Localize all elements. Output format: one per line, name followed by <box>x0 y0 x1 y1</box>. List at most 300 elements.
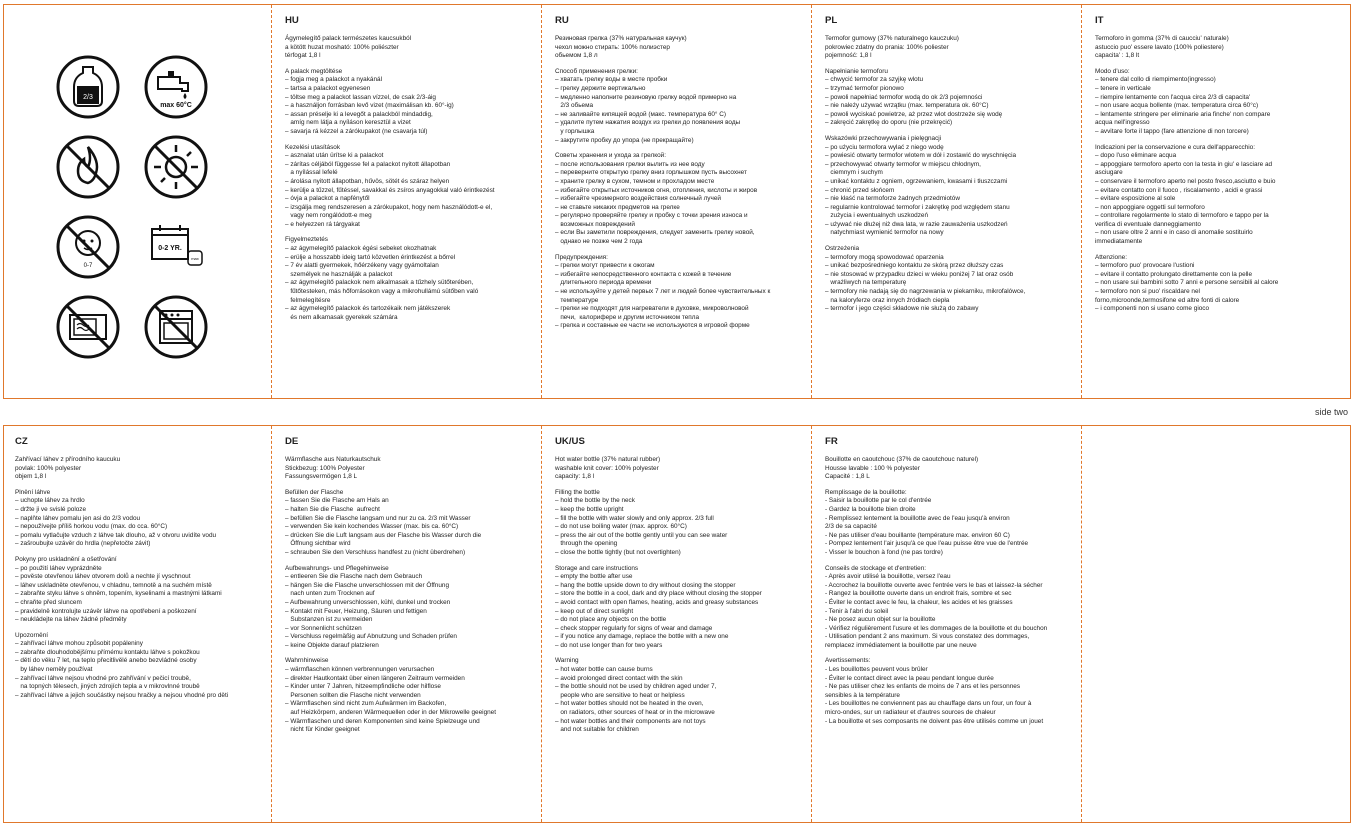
text-line: – the bottle should not be used by children aged under 7, <box>555 683 717 691</box>
text-line: – Wärmflaschen und deren Komponenten sind keine Spielzeuge und <box>285 717 480 725</box>
text-line: - Visser le bouchon à fond (ne pas tordre) <box>825 548 943 556</box>
language-code-heading: RU <box>555 15 569 26</box>
text-line: печи, калорифере и другим источником тепла <box>555 313 700 321</box>
product-spec-block <box>555 456 807 482</box>
text-line: – unikać bezpośredniego kontaktu ze skórą przez dłuższy czas <box>825 262 1004 270</box>
text-line: Termoforo in gomma (37% di caucciu' naturale) <box>1095 35 1229 42</box>
text-line: forno,microonde,termosifone ed altre fonti di calore <box>1095 296 1240 304</box>
section-heading: Kezelési utasítások <box>285 143 341 151</box>
text-line: – tenere in verticale <box>1095 84 1151 92</box>
text-line: povlak: 100% polyester <box>15 464 82 472</box>
text-line: na topných tělesech, jiných zdrojích tepla a v mikrovlnné troubě <box>15 683 200 691</box>
fold-line <box>1081 5 1082 398</box>
instruction-section <box>285 68 537 137</box>
instruction-section <box>1095 68 1347 137</box>
svg-text:2/3: 2/3 <box>83 94 93 101</box>
text-line: - Remplissez lentement la bouillotte avec de l'eau jusqu'à environ <box>825 514 1010 522</box>
text-line: – hang the bottle upside down to dry without closing the stopper <box>555 581 736 589</box>
instruction-section <box>1095 144 1347 247</box>
language-code-heading: FR <box>825 436 838 447</box>
text-line: – izsgálja meg rendszeresen a zárókupakot, hogy nem használódott-e el, <box>285 203 493 211</box>
text-line: ciemnym i suchym <box>825 169 883 177</box>
text-line: fűtőtesteken, más hőforrásokon vagy a mikrohullámú sütőben való <box>285 288 479 296</box>
text-line: – i componenti non si usano come gioco <box>1095 305 1210 313</box>
text-line: – zahřívací láhve a jejich součástky nejsou hračky a nejsou vhodné pro děti <box>15 691 229 699</box>
text-line: személyek ne használják a palackot <box>285 270 393 278</box>
text-line: – keep out of direct sunlight <box>555 607 634 615</box>
text-line: – non appoggiare oggetti sul termoforo <box>1095 203 1205 211</box>
instruction-section <box>825 489 1077 558</box>
section-heading: Wahrnhinweise <box>285 657 329 665</box>
text-line: – не ставьте никаких предметов на грелке <box>555 203 680 211</box>
text-line: wrażliwych na temperaturę <box>825 279 907 287</box>
fold-line <box>541 426 542 822</box>
text-line: Capacité : 1,8 L <box>825 473 870 481</box>
text-line: Stickbezug: 100% Polyester <box>285 464 365 472</box>
text-line: – regularnie kontrolować termofor i zakrętkę pod względem stanu <box>825 203 1010 211</box>
text-line: – evitare il contatto prolungato direttamente con la pelle <box>1095 270 1253 278</box>
text-line: objem 1,8 l <box>15 473 47 481</box>
text-line: - Pompez lentement l'air jusqu'à ce que l'eau puisse être vue de l'entrée <box>825 540 1029 548</box>
text-line: térfogat 1,8 l <box>285 52 321 60</box>
check-every-2-years-icon <box>144 215 208 279</box>
text-line: – press the air out of the bottle gently until you can see water <box>555 531 728 539</box>
text-line: - Rangez la bouillotte ouverte dans un endroit frais, sombre et sec <box>825 590 1012 598</box>
text-line: – Wärmflaschen sind nicht zum Aufwärmen im Backofen, <box>285 700 447 708</box>
text-line: by láhev neměly používat <box>15 666 93 674</box>
instruction-section <box>825 245 1077 314</box>
text-line: capacity: 1,8 l <box>555 473 595 481</box>
text-line: – wärmflaschen können verbrennungen verursachen <box>285 666 435 674</box>
text-line: – если Вы заметили повреждения, следует заменить грелку новой, <box>555 229 755 237</box>
text-line: – powoli wyciskać powietrze, aż przez wlot dostrzeże się wodę <box>825 110 1003 118</box>
text-line: vagy nem rongálódott-e meg <box>285 212 372 220</box>
text-line: – избегайте непосредственного контакта с кожей в течение <box>555 270 732 278</box>
text-line: a kötött huzat mosható: 100% poliészter <box>285 43 399 51</box>
instruction-section <box>825 68 1077 128</box>
text-line: immediatamente <box>1095 238 1143 246</box>
product-spec-block <box>285 456 537 482</box>
text-line: na kaloryferze oraz innych źródłach ciepła <box>825 296 950 304</box>
text-line: – zahřívací láhve mohou způsobit popáleniny <box>15 640 143 648</box>
text-line: – fill the bottle with water slowly and only approx. 2/3 full <box>555 514 714 522</box>
fold-line <box>1081 426 1082 822</box>
text-line: – close the bottle tightly (but not overtighten) <box>555 548 681 556</box>
text-line: - Tenir à l'abri du soleil <box>825 607 889 615</box>
text-line: verifica di eventuale danneggiamento <box>1095 220 1201 228</box>
text-line: – termofory nie nadają się do nagrzewania w piekarniku, mikrofalówce, <box>825 288 1026 296</box>
instruction-section <box>285 489 537 558</box>
text-line: micro-ondes, sur un radiateur et d'autres sources de chaleur <box>825 709 996 717</box>
text-line: – избегайте открытых источников огня, отопления, кислоты и жиров <box>555 186 758 194</box>
text-line: длительного периода времени <box>555 279 652 287</box>
section-heading: Storage and care instructions <box>555 564 639 572</box>
text-line: – check stopper regularly for signs of wear and damage <box>555 624 713 632</box>
text-line: Zahřívací láhev z přírodního kaucuku <box>15 456 121 463</box>
text-line: – po použití láhev vyprázdněte <box>15 564 102 572</box>
text-line: – neukládejte na láhev žádné předměty <box>15 616 127 624</box>
language-column <box>1095 15 1347 314</box>
instruction-section <box>825 657 1077 726</box>
no-sun-icon <box>144 135 208 199</box>
section-heading: Indicazioni per la conservazione e cura dell'apparecchio: <box>1095 143 1256 151</box>
text-line: – dětí do věku 7 let, na teplo přecitlivělé anebo bezvládné osoby <box>15 657 197 665</box>
text-line: – az ágymelegítő palackok nem alkalmasak a tűzhely sütőterében, <box>285 279 474 287</box>
text-line: - Les bouillottes ne conviennent pas au chauffage dans un four, un four à <box>825 700 1032 708</box>
text-line: – po użyciu termofora wylać z niego wodę <box>825 143 944 151</box>
text-line: – nepoužívejte příliš horkou vodu (max. do cca. 60°C) <box>15 523 168 531</box>
text-line: – termofor i jego części składowe nie służą do zabawy <box>825 305 979 313</box>
text-line: pojemność: 1,8 l <box>825 52 872 60</box>
text-line: – assan préselje ki a levegőt a palackból mindaddig, <box>285 110 433 118</box>
language-code-heading: DE <box>285 436 299 447</box>
text-line: 2/3 обьема <box>555 102 594 110</box>
side-two-label: side two <box>1314 407 1348 417</box>
text-line: – грелки не подходят для нагреватели в духовке, микроволновой <box>555 305 749 313</box>
text-line: - Vérifiez régulièrement l'usure et les dommages de la bouillotte et du bouchon <box>825 624 1048 632</box>
section-heading: Советы хранения и ухода за грелкой: <box>555 152 666 160</box>
instruction-section <box>555 152 807 247</box>
language-column <box>15 436 267 700</box>
instruction-section <box>555 489 807 558</box>
text-line: – powiesić otwarty termofor wlotem w dół i zostawić do wyschnięcia <box>825 152 1017 160</box>
svg-text:max: max <box>191 256 199 261</box>
section-heading: Figyelmeztetés <box>285 236 328 244</box>
text-line: – не заливайте кипящей водой (макс. температура 60° C) <box>555 110 727 118</box>
language-code-heading: CZ <box>15 436 28 447</box>
language-code-heading: HU <box>285 15 299 26</box>
text-line: nach unten zum Trocknen auf <box>285 590 375 598</box>
text-line: – store the bottle in a cool, dark and dry place without closing the stopper <box>555 590 762 598</box>
text-line: – appoggiare termoforo aperto con la testa in giu' e lasciare ad <box>1095 160 1273 168</box>
text-line: – evitare contatto con il fuoco , riscalamento , acidi e grassi <box>1095 186 1263 194</box>
no-oven-icon <box>144 295 208 359</box>
instruction-section <box>15 632 267 701</box>
section-heading: Предупреждения: <box>555 253 608 261</box>
text-line: – zárítas céljából függesse fel a palackot nyitott állapotban <box>285 160 451 168</box>
text-line: - Accrochez la bouillotte ouverte avec l'entrée vers le bas et laissez-la sécher <box>825 581 1043 589</box>
text-line: Substanzen ist zu vermeiden <box>285 616 373 624</box>
text-line: – evitare esposizione al sole <box>1095 195 1176 203</box>
section-heading: Filling the bottle <box>555 488 600 496</box>
instruction-section <box>555 657 807 734</box>
fold-line <box>811 426 812 822</box>
text-line: – avoid prolonged direct contact with the skin <box>555 674 683 682</box>
text-line: – conservare il termoforo aperto nel posto fresco,asciutto e buio <box>1095 177 1276 185</box>
text-line: – закрутите пробку до упора (не прекращайте) <box>555 136 694 144</box>
instruction-section <box>15 556 267 625</box>
text-line: Wärmflasche aus Naturkautschuk <box>285 456 381 463</box>
text-line: Termofor gumowy (37% naturalnego kauczuku) <box>825 35 959 42</box>
text-line: возможных повреждений <box>555 220 635 228</box>
language-code-heading: PL <box>825 15 838 26</box>
text-line: - Ne posez aucun objet sur la bouillotte <box>825 616 936 624</box>
text-line: – termofory mogą spowodować oparzenia <box>825 253 944 261</box>
text-line: – храните грелку в сухом, темном и прохладом месте <box>555 177 715 185</box>
text-line: – nie kłaść na termoforze żadnych przedmiotów <box>825 195 960 203</box>
text-line: – erülje a hosszabb ideig tartó közvetlen érintkezést a bőrrel <box>285 253 456 261</box>
section-heading: Conseils de stockage et d'entretien: <box>825 564 927 572</box>
text-line: – fogja meg a palackot a nyakánál <box>285 76 382 84</box>
text-line: and not suitable for children <box>555 726 639 734</box>
product-spec-block <box>555 35 807 61</box>
text-line: температуре <box>555 296 599 304</box>
section-heading: Способ применения грелки: <box>555 67 638 75</box>
text-line: Bouillotte en caoutchouc (37% de caoutchouc naturel) <box>825 456 979 463</box>
no-fire-icon <box>56 135 120 199</box>
text-line: - Saisir la bouillotte par le col d'entrée <box>825 497 932 505</box>
text-line: – töltse meg a palackot lassan vízzel, de csak 2/3-áig <box>285 93 436 101</box>
text-line: Hot water bottle (37% natural rubber) <box>555 456 661 463</box>
text-line: – chraňte před sluncem <box>15 598 82 606</box>
text-line: – termoforo non si puo' riscaldare nel <box>1095 288 1200 296</box>
text-line: a nyílással lefelé <box>285 169 338 177</box>
text-line: - Éviter le contact direct avec la peau pendant longue durée <box>825 674 994 682</box>
text-line: - Ne pas utiliser d'eau bouillante (température max. environ 60 C) <box>825 531 1010 539</box>
text-line: people who are sensitive to heat or helpless <box>555 691 685 699</box>
text-line: remplacez immédiatement la bouillotte par une neuve <box>825 641 977 649</box>
text-line: Personen sollten die Flasche nicht verwenden <box>285 691 421 699</box>
text-line: – avvitare forte il tappo (fare attenzione di non torcere) <box>1095 127 1249 135</box>
text-line: - La bouillotte et ses composants ne doivent pas être utilisés comme un jouet <box>825 717 1044 725</box>
no-children-under-7-icon <box>56 215 120 279</box>
side-one-panel <box>3 4 1351 399</box>
text-line: – trzymać termofor pionowo <box>825 84 904 92</box>
text-line: чехол можно стирать: 100% полиэстер <box>555 43 670 51</box>
text-line: amíg nem látja a nyíláson keresztül a vizet <box>285 119 411 127</box>
text-line: – dopo l'uso eliminare acqua <box>1095 152 1177 160</box>
text-line: – chronić przed słońcem <box>825 186 895 194</box>
text-line: pokrowiec zdatny do prania: 100% poliester <box>825 43 949 51</box>
hot-water-max-60-icon <box>144 55 208 119</box>
fold-line <box>271 5 272 398</box>
text-line: – Kinder unter 7 Jahren, hitzeempfindliche oder hilflose <box>285 683 441 691</box>
text-line: – переверните открытую грелку вниз горлышком пусть высохнет <box>555 169 747 177</box>
language-column <box>555 15 807 331</box>
instruction-section <box>555 68 807 145</box>
text-line: – zašroubujte uzávěr do hrdla (nepřetočte závit) <box>15 540 151 548</box>
text-line: – грелки могут привести к ожогам <box>555 262 655 270</box>
text-line: – hot water bottles should not be heated in the oven, <box>555 700 704 708</box>
instruction-section <box>285 236 537 322</box>
text-line: – pomalu vytlačujte vzduch z láhve tak dlouho, až v otvoru uvidíte vodu <box>15 531 217 539</box>
text-line: - Ne pas utiliser chez les enfants de moins de 7 ans et les personnes <box>825 683 1021 691</box>
text-line: acqua nell'ingresso <box>1095 119 1150 127</box>
section-heading: Attenzione: <box>1095 253 1127 261</box>
text-line: – if you notice any damage, replace the bottle with a new one <box>555 633 729 641</box>
text-line: – nie stosować w przypadku dzieci w wieku poniżej 7 lat oraz osób <box>825 270 1014 278</box>
text-line: felmelegítésre <box>285 296 331 304</box>
text-line: - Éviter le contact avec le feu, la chaleur, les acides et les graisses <box>825 598 1013 606</box>
instruction-section <box>555 254 807 331</box>
product-spec-block <box>285 35 537 61</box>
text-line: - Après avoir utilisé la bouillotte, versez l'eau <box>825 573 951 581</box>
text-line: – грелку держите вертикально <box>555 84 646 92</box>
text-line: – chwycić termofor za szyjkę wlotu <box>825 76 924 84</box>
fold-line <box>811 5 812 398</box>
text-line: – non usare acqua bollente (max. temperatura circa 60°c) <box>1095 102 1259 110</box>
text-line: Öffnung sichtbar wird <box>285 540 351 548</box>
section-heading: Befüllen der Flasche <box>285 488 344 496</box>
text-line: – Verschluss regelmäßig auf Abnutzung und Schaden prüfen <box>285 633 457 641</box>
text-line: – do not place any objects on the bottle <box>555 616 667 624</box>
text-line: – do not use boiling water (max. approx. 60°C) <box>555 523 687 531</box>
text-line: – do not use longer than for two years <box>555 641 663 649</box>
text-line: natychmiast wymienić termofor na nowy <box>825 229 944 237</box>
instruction-section <box>555 565 807 651</box>
text-line: – non usare oltre 2 anni e in caso di anomalie sostituirlo <box>1095 229 1253 237</box>
text-line: astuccio puo' essere lavato (100% poliestere) <box>1095 43 1224 51</box>
text-line: – zabraňte dlouhodobějšímu přímému kontaktu láhve s pokožkou <box>15 648 200 656</box>
section-heading: Warning <box>555 657 579 665</box>
text-line: – láhev uskladněte otevřenou, v chladnu, temnotě a na suchém místě <box>15 581 212 589</box>
text-line: обьемом 1,8 л <box>555 52 598 60</box>
text-line: – schrauben Sie den Verschluss handfest zu (nicht überdrehen) <box>285 548 466 556</box>
text-line: – hot water bottles and their components are not toys <box>555 717 706 725</box>
text-line: – e helyezzen rá tárgyakat <box>285 220 360 228</box>
text-line: – 7 év alatti gyermekek, hőérzékeny vagy gyámoltalan <box>285 262 439 270</box>
text-line: Ágymelegítő palack természetes kaucsukból <box>285 35 412 42</box>
text-line: 2/3 de sa capacité <box>825 523 877 531</box>
section-heading: Remplissage de la bouillotte: <box>825 488 907 496</box>
svg-text:max 60°C: max 60°C <box>160 102 192 109</box>
section-heading: Avertissements: <box>825 657 871 665</box>
text-line: – riempire lentamente con l'acqua circa 2/3 di capacita' <box>1095 93 1251 101</box>
text-line: – entleeren Sie die Flasche nach dem Gebrauch <box>285 573 423 581</box>
text-line: – регулярно проверяйте грелку и пробку с точки зрения износа и <box>555 212 748 220</box>
text-line: – медленно наполните резиновую грелку водой примерно на <box>555 93 737 101</box>
text-line: – držte ji ve svislé poloze <box>15 505 87 513</box>
text-line: – direkter Hautkontakt über einen längeren Zeitraum vermeiden <box>285 674 465 682</box>
text-line: – keine Objekte darauf platzieren <box>285 641 379 649</box>
product-spec-block <box>825 456 1077 482</box>
text-line: – грелка и составные ее части не используются в игровой форме <box>555 322 750 330</box>
instruction-section <box>825 135 1077 238</box>
text-line: és nem alkamasak gyerekek számára <box>285 313 398 321</box>
text-line: – verwenden Sie kein kochendes Wasser (max. bis ca. 60°C) <box>285 523 459 531</box>
text-line: – zabraňte styku láhve s ohněm, topením, kyselinami a mastnými látkami <box>15 590 222 598</box>
text-line: – unikać kontaktu z ogniem, ogrzewaniem, kwasami i tłuszczami <box>825 177 1008 185</box>
text-line: – uchopte láhev za hrdlo <box>15 497 85 505</box>
text-line: Fassungsvermögen 1,8 L <box>285 473 358 481</box>
language-column <box>555 436 807 735</box>
text-line: – nie należy używać wrzątku (max. temperatura ok. 60°C) <box>825 102 989 110</box>
language-column <box>285 15 537 322</box>
text-line: – hot water bottle can cause burns <box>555 666 653 674</box>
text-line: – empty the bottle after use <box>555 573 633 581</box>
text-line: – non usare sui bambini sotto 7 anni e persone sensibili al calore <box>1095 279 1279 287</box>
text-line: – zahřívací láhve nejsou vhodné pro zahřívání v pečicí troubě, <box>15 674 191 682</box>
section-heading: Wskazówki przechowywania i pielęgnacji <box>825 134 942 142</box>
instruction-section <box>15 489 267 549</box>
svg-text:0-7: 0-7 <box>83 263 93 269</box>
section-heading: Plnění láhve <box>15 488 51 496</box>
text-line: – óvja a palackot a napfénytől <box>285 195 370 203</box>
text-line: – befüllen Sie die Flasche langsam und nur zu ca. 2/3 mit Wasser <box>285 514 471 522</box>
text-line: у горлышка <box>555 127 595 135</box>
language-code-heading: UK/US <box>555 436 585 447</box>
section-heading: Aufbewahrungs- und Pflegehinweise <box>285 564 389 572</box>
text-line: – hold the bottle by the neck <box>555 497 635 505</box>
fold-line <box>541 5 542 398</box>
text-line: asciugare <box>1095 169 1123 177</box>
text-line: – после использования грелки вылить из нее воду <box>555 160 705 168</box>
text-line: – asznalat után ürítse ki a palackot <box>285 152 384 160</box>
text-line: – keep the bottle upright <box>555 505 624 513</box>
section-heading: Ostrzeżenia <box>825 245 860 253</box>
section-heading: Pokyny pro uskladnění a ošetřování <box>15 555 117 563</box>
section-heading: Upozornění <box>15 631 49 639</box>
instruction-section <box>285 657 537 734</box>
text-line: – избегайте чрезмерного воздействия солнечный лучей <box>555 195 721 203</box>
text-line: – savarja rá kézzel a zárókupakot (ne csavarja túl) <box>285 127 428 135</box>
text-line: – Kontakt mit Feuer, Heizung, Säuren und fettigen <box>285 607 427 615</box>
text-line: – pověste otevřenou láhev otvorem dolů a nechte jí vyschnout <box>15 573 191 581</box>
side-two-panel <box>3 425 1351 823</box>
text-line: – az ágymelegítő palackok égési sebeket okozhatnak <box>285 245 437 253</box>
text-line: nicht für Kinder geeignet <box>285 726 360 734</box>
no-microwave-icon <box>56 295 120 359</box>
text-line: – zakręcić zakrętkę do oporu (nie przekręcić) <box>825 119 953 127</box>
fold-line <box>271 426 272 822</box>
instruction-section <box>1095 254 1347 314</box>
text-line: – tenere dal collo di riempimento(ingresso) <box>1095 76 1216 84</box>
text-line: – halten Sie die Flasche aufrecht <box>285 505 380 513</box>
text-line: – не используйте у детей первых 7 лет и людей более чувствительных к <box>555 288 771 296</box>
text-line: – avoid contact with open flames, heating, acids and greasy substances <box>555 598 759 606</box>
text-line: – kerülje a tűzzel, fűtéssel, savakkal és zsíros anyagokkal való érintkezést <box>285 186 495 194</box>
text-line: – używać nie dłużej niż dwa lata, w razie zauważenia uszkodzeń <box>825 220 1008 228</box>
text-line: washable knit cover: 100% polyester <box>555 464 659 472</box>
text-line: – termoforo puo' provocare l'ustioni <box>1095 262 1195 270</box>
instruction-section <box>285 144 537 230</box>
text-line: – fassen Sie die Flasche am Hals an <box>285 497 389 505</box>
text-line: capacita' : 1,8 lt <box>1095 52 1140 60</box>
text-line: – удалите путем нажатия воздух из грелки до появления воды <box>555 119 741 127</box>
text-line: - Utilisation pendant 2 ans maximum. Si vous constatez des dommages, <box>825 633 1030 641</box>
text-line: - Les bouillottes peuvent vous brûler <box>825 666 928 674</box>
text-line: - Gardez la bouillotte bien droite <box>825 505 916 513</box>
language-column <box>825 436 1077 726</box>
svg-text:0-2 YR.: 0-2 YR. <box>158 245 182 252</box>
instruction-section <box>285 565 537 651</box>
text-line: – powoli napełniać termofor wodą do ok 2/3 pojemności <box>825 93 983 101</box>
text-line: on radiators, other sources of heat or in the microwave <box>555 709 715 717</box>
text-line: – хватать грелку воды в месте пробки <box>555 76 668 84</box>
product-spec-block <box>15 456 267 482</box>
text-line: – controllare regolarmente lo stato di termoforo e tappo per la <box>1095 212 1269 220</box>
section-heading: Modo d'uso: <box>1095 67 1130 75</box>
text-line: – przechowywać otwarty termofor w miejscu chłodnym, <box>825 160 981 168</box>
text-line: – az ágymelegítő palackok és tartozékaik nem játékszerek <box>285 305 451 313</box>
product-spec-block <box>825 35 1077 61</box>
text-line: однако не позже чем 2 года <box>555 238 643 246</box>
language-column <box>285 436 537 735</box>
text-line: through the opening <box>555 540 618 548</box>
text-line: auf Heizkörpern, anderen Wärmequellen oder in der Mikrowelle geeignet <box>285 709 497 717</box>
product-spec-block <box>1095 35 1347 61</box>
bottle-two-thirds-icon <box>56 55 120 119</box>
text-line: – pravidelně kontrolujte uzávěr láhve na opotřebení a poškození <box>15 607 197 615</box>
text-line: Housse lavable : 100 % polyester <box>825 464 920 472</box>
text-line: – árolása nyitott állapotban, hűvös, sötét és száraz helyen <box>285 177 450 185</box>
text-line: sensibles à la température <box>825 691 900 699</box>
text-line: – hängen Sie die Flasche unverschlossen mit der Öffnung <box>285 581 450 589</box>
text-line: – naplňte láhev pomalu jen asi do 2/3 vodou <box>15 514 141 522</box>
text-line: – Aufbewahrung unverschlossen, kühl, dunkel und trocken <box>285 598 451 606</box>
section-heading: Napełnianie termoforu <box>825 67 888 75</box>
language-column <box>825 15 1077 314</box>
